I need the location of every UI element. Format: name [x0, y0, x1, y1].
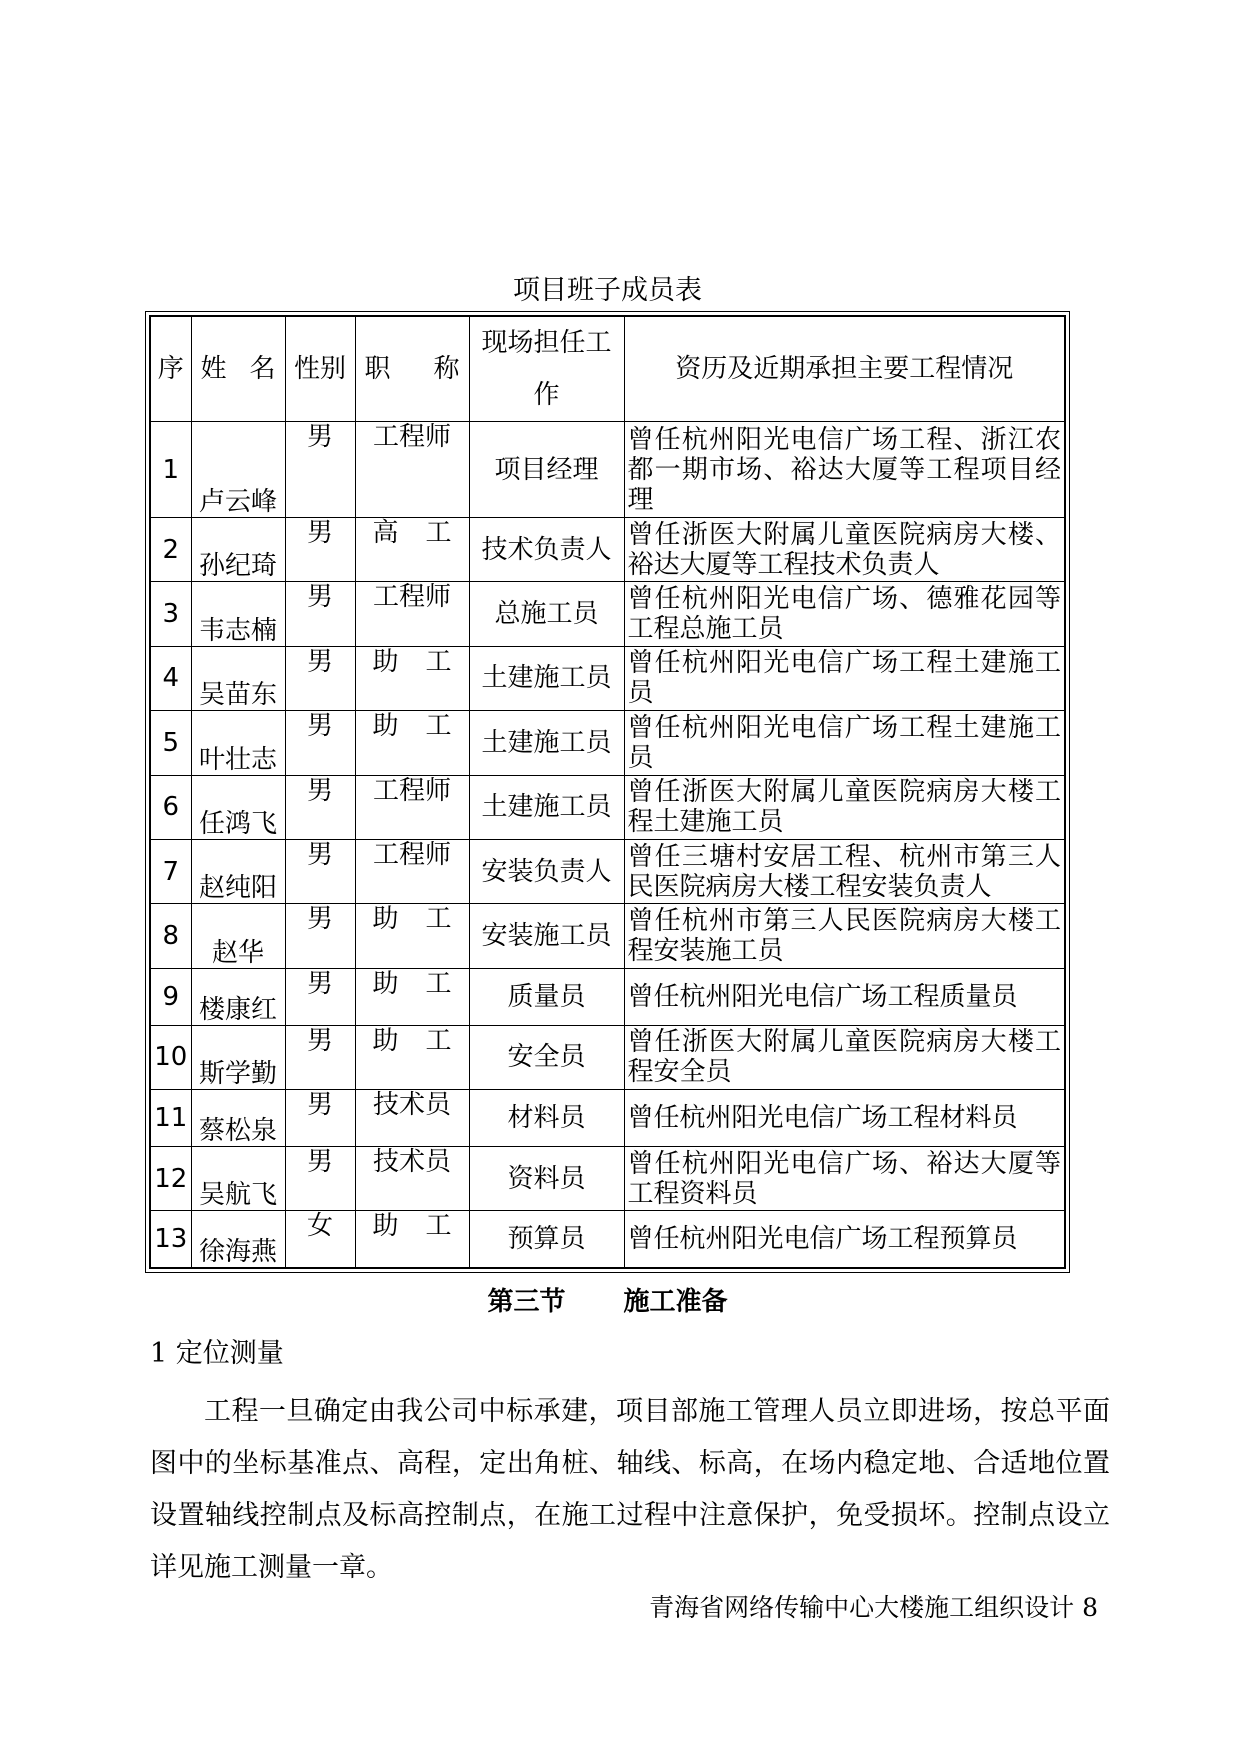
cell-sex: 男: [285, 775, 355, 839]
cell-title-text: 助 工: [372, 711, 452, 742]
cell-experience: 曾任杭州阳光电信广场、德雅花园等工程总施工员: [624, 582, 1065, 646]
cell-sex: 男: [285, 422, 355, 518]
section-number: 第三节: [487, 1287, 566, 1317]
cell-title-text: 工程师: [372, 839, 451, 870]
cell-seq: 9: [150, 968, 191, 1025]
cell-role: 材料员: [469, 1090, 624, 1147]
cell-experience: 曾任杭州市第三人民医院病房大楼工程安装施工员: [624, 904, 1065, 968]
cell-name: 斯学勤: [191, 1025, 285, 1089]
cell-name: 吴苗东: [191, 646, 285, 710]
cell-title-text: 工程师: [372, 422, 451, 452]
header-role: 现场担任工作: [469, 316, 624, 422]
cell-name: 楼康红: [191, 968, 285, 1025]
cell-title: [355, 1211, 469, 1268]
cell-experience: 曾任杭州阳光电信广场工程土建施工员: [624, 711, 1065, 775]
table-row: [150, 518, 1065, 582]
cell-name: 吴航飞: [191, 1147, 285, 1211]
cell-title-text: 高 工: [372, 518, 452, 549]
cell-title: [355, 775, 469, 839]
cell-role: 项目经理: [469, 422, 624, 518]
cell-title: [355, 1025, 469, 1089]
table-title: 项目班子成员表: [513, 275, 702, 306]
table-row: [150, 1211, 1065, 1268]
cell-seq: 1: [150, 422, 191, 518]
cell-sex: 男: [285, 968, 355, 1025]
cell-name: 叶壮志: [191, 711, 285, 775]
page-footer: 青海省网络传输中心大楼施工组织设计 8: [649, 1593, 1098, 1622]
cell-title-text: 助 工: [372, 968, 452, 999]
cell-title: [355, 968, 469, 1025]
table-row: [150, 968, 1065, 1025]
header-title-second-char: 称: [433, 354, 460, 384]
cell-seq: 11: [150, 1090, 191, 1147]
header-name-second-char: 名: [249, 354, 276, 384]
header-title-first-char: 职: [364, 354, 391, 384]
table-row: [150, 1147, 1065, 1211]
cell-role: 安全员: [469, 1025, 624, 1089]
header-seq: 序: [150, 316, 191, 422]
cell-name: 任鸿飞: [191, 775, 285, 839]
cell-name: 赵华: [191, 904, 285, 968]
cell-name: 徐海燕: [191, 1211, 285, 1268]
cell-name: 卢云峰: [191, 422, 285, 518]
section-title: 施工准备: [623, 1287, 728, 1317]
cell-seq: 12: [150, 1147, 191, 1211]
table-header-row: [150, 316, 1065, 422]
cell-experience: 曾任杭州阳光电信广场、裕达大厦等工程资料员: [624, 1147, 1065, 1211]
cell-experience: 曾任浙医大附属儿童医院病房大楼工程安全员: [624, 1025, 1065, 1089]
cell-experience: 曾任杭州阳光电信广场工程预算员: [624, 1211, 1065, 1268]
cell-sex: 男: [285, 1147, 355, 1211]
cell-seq: 6: [150, 775, 191, 839]
header-name: [191, 316, 285, 422]
cell-role: 技术负责人: [469, 518, 624, 582]
cell-title: [355, 422, 469, 518]
cell-role: 预算员: [469, 1211, 624, 1268]
header-experience: 资历及近期承担主要工程情况: [624, 316, 1065, 422]
subheading: 1 定位测量: [150, 1338, 284, 1369]
member-table-frame: [145, 311, 1070, 1273]
cell-role: 资料员: [469, 1147, 624, 1211]
cell-sex: 男: [285, 839, 355, 903]
cell-seq: 3: [150, 582, 191, 646]
cell-title-text: 助 工: [372, 1025, 452, 1056]
cell-experience: 曾任三塘村安居工程、杭州市第三人民医院病房大楼工程安装负责人: [624, 839, 1065, 903]
cell-role: 质量员: [469, 968, 624, 1025]
cell-title: [355, 646, 469, 710]
cell-role: 总施工员: [469, 582, 624, 646]
header-title: [355, 316, 469, 422]
section-heading: [145, 1282, 1070, 1322]
table-row: [150, 775, 1065, 839]
cell-name: 韦志楠: [191, 582, 285, 646]
table-row: [150, 1025, 1065, 1089]
cell-title-text: 助 工: [372, 1211, 452, 1242]
cell-experience: 曾任浙医大附属儿童医院病房大楼、裕达大厦等工程技术负责人: [624, 518, 1065, 582]
table-row: [150, 839, 1065, 903]
cell-sex: 男: [285, 646, 355, 710]
cell-sex: 男: [285, 711, 355, 775]
cell-seq: 4: [150, 646, 191, 710]
member-table: [149, 315, 1066, 1269]
cell-title-text: 助 工: [372, 646, 452, 677]
cell-sex: 女: [285, 1211, 355, 1268]
cell-sex: 男: [285, 582, 355, 646]
cell-experience: 曾任浙医大附属儿童医院病房大楼工程土建施工员: [624, 775, 1065, 839]
cell-name: 蔡松泉: [191, 1090, 285, 1147]
header-name-first-char: 姓: [200, 354, 227, 384]
cell-role: 安装负责人: [469, 839, 624, 903]
cell-seq: 8: [150, 904, 191, 968]
cell-role: 土建施工员: [469, 711, 624, 775]
cell-sex: 男: [285, 1090, 355, 1147]
cell-title-text: 助 工: [372, 904, 452, 935]
cell-sex: 男: [285, 1025, 355, 1089]
table-row: [150, 646, 1065, 710]
cell-title: [355, 711, 469, 775]
table-row: [150, 1090, 1065, 1147]
table-row: [150, 711, 1065, 775]
header-sex: 性别: [285, 316, 355, 422]
cell-seq: 5: [150, 711, 191, 775]
cell-title: [355, 518, 469, 582]
cell-title-text: 工程师: [372, 775, 451, 806]
cell-name: 赵纯阳: [191, 839, 285, 903]
cell-sex: 男: [285, 518, 355, 582]
table-row: [150, 422, 1065, 518]
cell-seq: 13: [150, 1211, 191, 1268]
cell-title-text: 技术员: [372, 1090, 451, 1121]
cell-seq: 2: [150, 518, 191, 582]
cell-title: [355, 582, 469, 646]
cell-title-text: 工程师: [372, 582, 451, 613]
cell-seq: 10: [150, 1025, 191, 1089]
body-paragraph: 工程一旦确定由我公司中标承建，项目部施工管理人员立即进场，按总平面图中的坐标基准点、高程，定出角桩、轴线、标高，在场内稳定地、合适地位置设置轴线控制点及标高控制点，在施工过程中注意保护，免受损坏。控制点设立详见施工测量一章。: [150, 1396, 1110, 1583]
cell-experience: 曾任杭州阳光电信广场工程、浙江农都一期市场、裕达大厦等工程项目经理: [624, 422, 1065, 518]
cell-role: 安装施工员: [469, 904, 624, 968]
cell-sex: 男: [285, 904, 355, 968]
cell-name: 孙纪琦: [191, 518, 285, 582]
cell-experience: 曾任杭州阳光电信广场工程质量员: [624, 968, 1065, 1025]
cell-role: 土建施工员: [469, 775, 624, 839]
cell-title: [355, 1147, 469, 1211]
cell-title: [355, 1090, 469, 1147]
table-row: [150, 904, 1065, 968]
cell-experience: 曾任杭州阳光电信广场工程土建施工员: [624, 646, 1065, 710]
cell-role: 土建施工员: [469, 646, 624, 710]
cell-title: [355, 839, 469, 903]
table-row: [150, 582, 1065, 646]
cell-seq: 7: [150, 839, 191, 903]
cell-title-text: 技术员: [372, 1147, 451, 1178]
cell-title: [355, 904, 469, 968]
cell-experience: 曾任杭州阳光电信广场工程材料员: [624, 1090, 1065, 1147]
